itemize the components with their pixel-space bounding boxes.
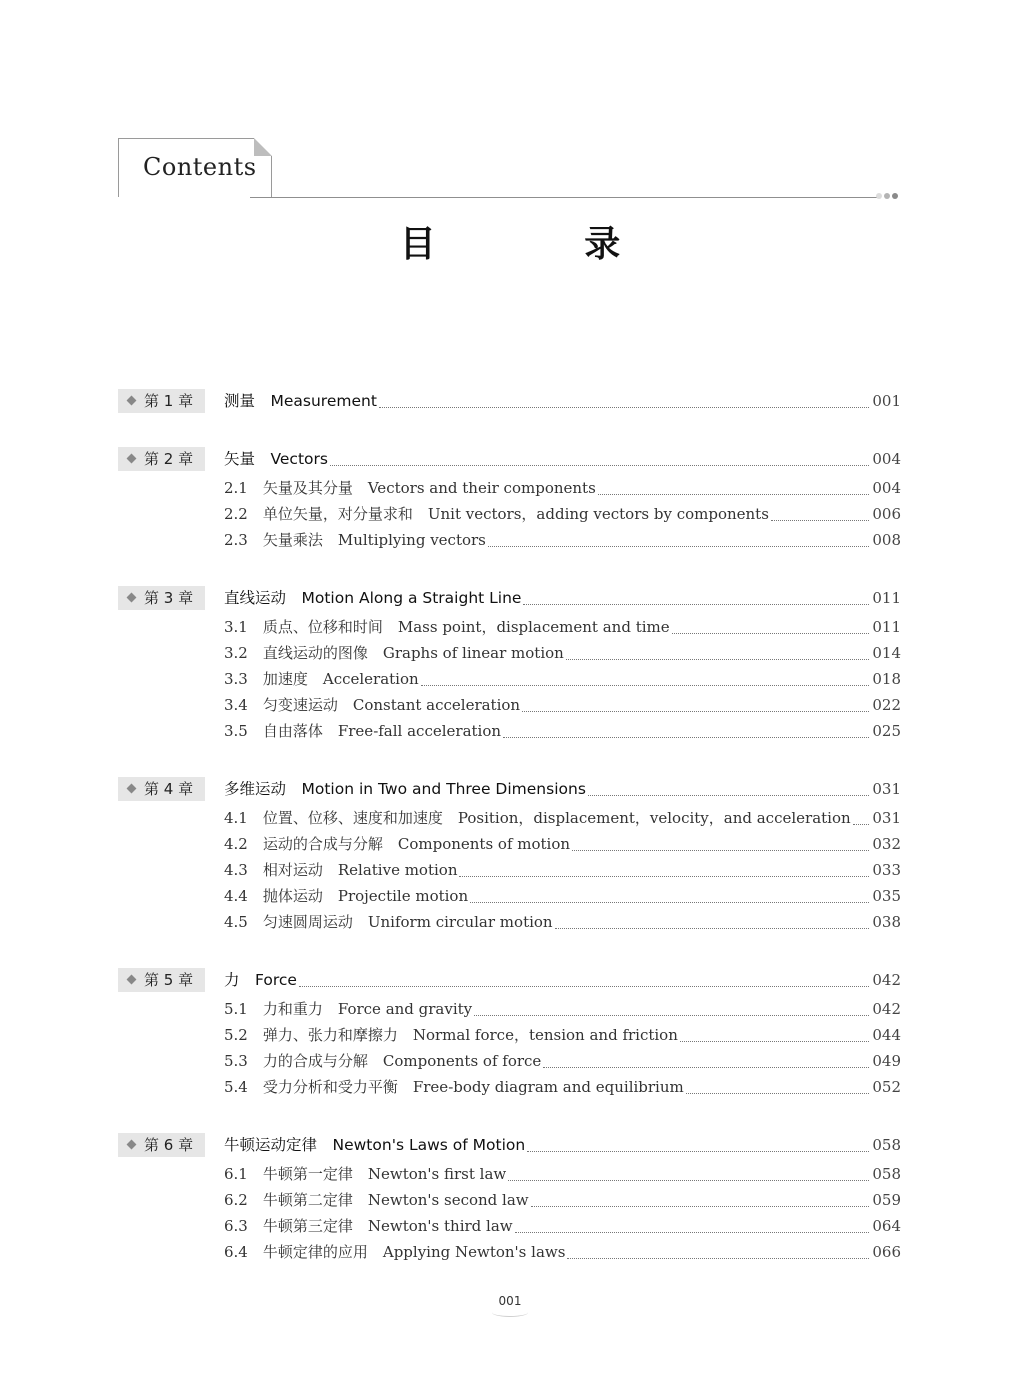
chapter-number-badge (118, 1133, 205, 1157)
chapter-number: 第 1 章 (144, 392, 194, 410)
dot-leader (522, 711, 869, 712)
chapter-number: 第 6 章 (144, 1136, 194, 1154)
section-title: 3.2 直线运动的图像 Graphs of linear motion (224, 644, 564, 662)
toc-entry[interactable] (224, 719, 901, 743)
dot-leader (474, 1015, 869, 1016)
dot-leader (503, 737, 869, 738)
toc-section-row[interactable] (0, 1049, 1020, 1073)
chapter-number-badge (118, 447, 205, 471)
toc-section-row[interactable] (0, 667, 1020, 691)
toc-entry[interactable] (224, 586, 901, 610)
page-ref: 004 (872, 479, 901, 497)
page-ref: 033 (872, 861, 901, 879)
section-title: 4.2 运动的合成与分解 Components of motion (224, 835, 571, 853)
chapter-number: 第 3 章 (144, 589, 194, 607)
toc-entry[interactable] (224, 1240, 901, 1264)
contents-tab (118, 138, 272, 197)
dot-leader (543, 1067, 869, 1068)
page-ref: 058 (872, 1136, 901, 1154)
toc-entry[interactable] (224, 858, 901, 882)
dot-leader (299, 986, 869, 987)
dot-leader (572, 850, 869, 851)
toc-section-row[interactable] (0, 502, 1020, 526)
page-ref: 022 (872, 696, 901, 714)
chapter-number-badge (118, 968, 205, 992)
toc-section-row[interactable] (0, 476, 1020, 500)
toc-entry[interactable] (224, 476, 901, 500)
toc-section-row[interactable] (0, 884, 1020, 908)
dot-leader (330, 465, 869, 466)
page-ref: 032 (872, 835, 901, 853)
chapter-number-badge (118, 389, 205, 413)
page-ref: 058 (872, 1165, 901, 1183)
page-ref: 004 (872, 450, 901, 468)
page-ref: 031 (872, 809, 901, 827)
toc-entry[interactable] (224, 502, 901, 526)
toc-section-row[interactable] (0, 806, 1020, 830)
toc-entry[interactable] (224, 447, 901, 471)
section-title: 4.1 位置、位移、速度和加速度 Position，displacement，velocity，and acceleration (224, 809, 851, 827)
toc-section-row[interactable] (0, 997, 1020, 1021)
toc-section-row[interactable] (0, 858, 1020, 882)
page-ref: 042 (872, 1000, 901, 1018)
toc-chapter-row[interactable] (0, 586, 1020, 610)
chapter-number: 第 2 章 (144, 450, 194, 468)
toc-entry[interactable] (224, 1049, 901, 1073)
page-ref: 001 (872, 392, 901, 410)
toc-section-row[interactable] (0, 615, 1020, 639)
diamond-bullet-icon (127, 454, 137, 464)
toc-entry[interactable] (224, 1133, 901, 1157)
toc-entry[interactable] (224, 777, 901, 801)
section-title: 6.1 牛顿第一定律 Newton's first law (224, 1165, 507, 1183)
dot-leader (527, 1151, 869, 1152)
section-title: 6.3 牛顿第三定律 Newton's third law (224, 1217, 513, 1235)
toc-entry[interactable] (224, 1188, 901, 1212)
dot-leader (771, 520, 869, 521)
toc-entry[interactable] (224, 1023, 901, 1047)
section-title: 3.1 质点、位移和时间 Mass point，displacement and time (224, 618, 670, 636)
toc-entry[interactable] (224, 806, 901, 830)
toc-entry[interactable] (224, 693, 901, 717)
chapter-title: 矢量 Vectors (224, 450, 328, 468)
toc-chapter-row[interactable] (0, 447, 1020, 471)
folded-corner-icon (254, 138, 272, 156)
page-ref: 031 (872, 780, 901, 798)
toc-entry[interactable] (224, 1214, 901, 1238)
dot-leader (567, 1258, 869, 1259)
dot-leader (421, 685, 870, 686)
page-ref: 049 (872, 1052, 901, 1070)
chapter-number-badge (118, 777, 205, 801)
toc-section-row[interactable] (0, 693, 1020, 717)
toc-entry[interactable] (224, 997, 901, 1021)
section-title: 3.5 自由落体 Free-fall acceleration (224, 722, 502, 740)
section-title: 5.2 弹力、张力和摩擦力 Normal force，tension and friction (224, 1026, 678, 1044)
dot-leader (488, 546, 869, 547)
toc-section-row[interactable] (0, 719, 1020, 743)
chapter-title: 测量 Measurement (224, 392, 377, 410)
diamond-bullet-icon (127, 593, 137, 603)
header-rule (250, 197, 878, 198)
toc-section-row[interactable] (0, 1214, 1020, 1238)
dot-leader (680, 1041, 869, 1042)
page-ref: 014 (872, 644, 901, 662)
dot-leader (459, 876, 869, 877)
dot-leader (598, 494, 870, 495)
toc-entry[interactable] (224, 832, 901, 856)
toc-section-row[interactable] (0, 528, 1020, 552)
dots-ornament-icon (876, 193, 898, 199)
page-ref: 066 (872, 1243, 901, 1261)
dot-leader (379, 407, 869, 408)
dot-leader (470, 902, 869, 903)
dot-leader (508, 1180, 869, 1181)
page-ref: 011 (872, 589, 901, 607)
section-title: 6.4 牛顿定律的应用 Applying Newton's laws (224, 1243, 566, 1261)
page-title: 目 录 (399, 224, 689, 265)
toc-entry[interactable] (224, 667, 901, 691)
page-number: 001 (498, 1294, 522, 1308)
toc-section-row[interactable] (0, 832, 1020, 856)
toc-entry[interactable] (224, 1162, 901, 1186)
page-ref: 059 (872, 1191, 901, 1209)
page-ref: 044 (872, 1026, 901, 1044)
chapter-number: 第 4 章 (144, 780, 194, 798)
toc-entry[interactable] (224, 910, 901, 934)
section-title: 3.3 加速度 Acceleration (224, 670, 419, 688)
toc-entry[interactable] (224, 1075, 901, 1099)
page-ref: 052 (872, 1078, 901, 1096)
diamond-bullet-icon (127, 784, 137, 794)
dot-leader (515, 1232, 870, 1233)
diamond-bullet-icon (127, 975, 137, 985)
toc-section-row[interactable] (0, 910, 1020, 934)
page-ref: 042 (872, 971, 901, 989)
toc-chapter-row[interactable] (0, 777, 1020, 801)
dot-leader (588, 795, 869, 796)
section-title: 6.2 牛顿第二定律 Newton's second law (224, 1191, 529, 1209)
toc-section-row[interactable] (0, 1240, 1020, 1264)
page-ref: 018 (872, 670, 901, 688)
toc-entry[interactable] (224, 641, 901, 665)
chapter-number-badge (118, 586, 205, 610)
toc-section-row[interactable] (0, 1023, 1020, 1047)
section-title: 4.5 匀速圆周运动 Uniform circular motion (224, 913, 553, 931)
dot-leader (686, 1093, 870, 1094)
section-title: 5.4 受力分析和受力平衡 Free-body diagram and equilibrium (224, 1078, 684, 1096)
dot-leader (853, 824, 870, 825)
toc-entry[interactable] (224, 528, 901, 552)
toc-entry[interactable] (224, 884, 901, 908)
chapter-number: 第 5 章 (144, 971, 194, 989)
page-ref: 025 (872, 722, 901, 740)
chapter-title: 力 Force (224, 971, 297, 989)
section-title: 5.3 力的合成与分解 Components of force (224, 1052, 542, 1070)
toc-chapter-row[interactable] (0, 968, 1020, 992)
dot-leader (555, 928, 870, 929)
section-title: 2.1 矢量及其分量 Vectors and their components (224, 479, 596, 497)
chapter-title: 多维运动 Motion in Two and Three Dimensions (224, 780, 586, 798)
contents-label: Contents (143, 153, 257, 181)
dot-leader (672, 633, 870, 634)
toc-section-row[interactable] (0, 1075, 1020, 1099)
page-ref: 035 (872, 887, 901, 905)
section-title: 2.2 单位矢量，对分量求和 Unit vectors，adding vectors by components (224, 505, 769, 523)
dot-leader (531, 1206, 870, 1207)
toc-section-row[interactable] (0, 641, 1020, 665)
diamond-bullet-icon (127, 1140, 137, 1150)
diamond-bullet-icon (127, 396, 137, 406)
toc-entry[interactable] (224, 389, 901, 413)
chapter-title: 直线运动 Motion Along a Straight Line (224, 589, 522, 607)
toc-chapter-row[interactable] (0, 1133, 1020, 1157)
toc-section-row[interactable] (0, 1162, 1020, 1186)
toc-chapter-row[interactable] (0, 389, 1020, 413)
page-ref: 038 (872, 913, 901, 931)
page-ref: 008 (872, 531, 901, 549)
dot-leader (523, 604, 869, 605)
toc-entry[interactable] (224, 615, 901, 639)
section-title: 4.4 抛体运动 Projectile motion (224, 887, 469, 905)
page-ref: 064 (872, 1217, 901, 1235)
dot-leader (566, 659, 870, 660)
section-title: 3.4 匀变速运动 Constant acceleration (224, 696, 521, 714)
toc-entry[interactable] (224, 968, 901, 992)
page-ref: 006 (872, 505, 901, 523)
section-title: 4.3 相对运动 Relative motion (224, 861, 458, 879)
section-title: 2.3 矢量乘法 Multiplying vectors (224, 531, 486, 549)
page-number-ornament-icon (492, 1308, 528, 1317)
section-title: 5.1 力和重力 Force and gravity (224, 1000, 473, 1018)
page-ref: 011 (872, 618, 901, 636)
toc-section-row[interactable] (0, 1188, 1020, 1212)
chapter-title: 牛顿运动定律 Newton's Laws of Motion (224, 1136, 526, 1154)
